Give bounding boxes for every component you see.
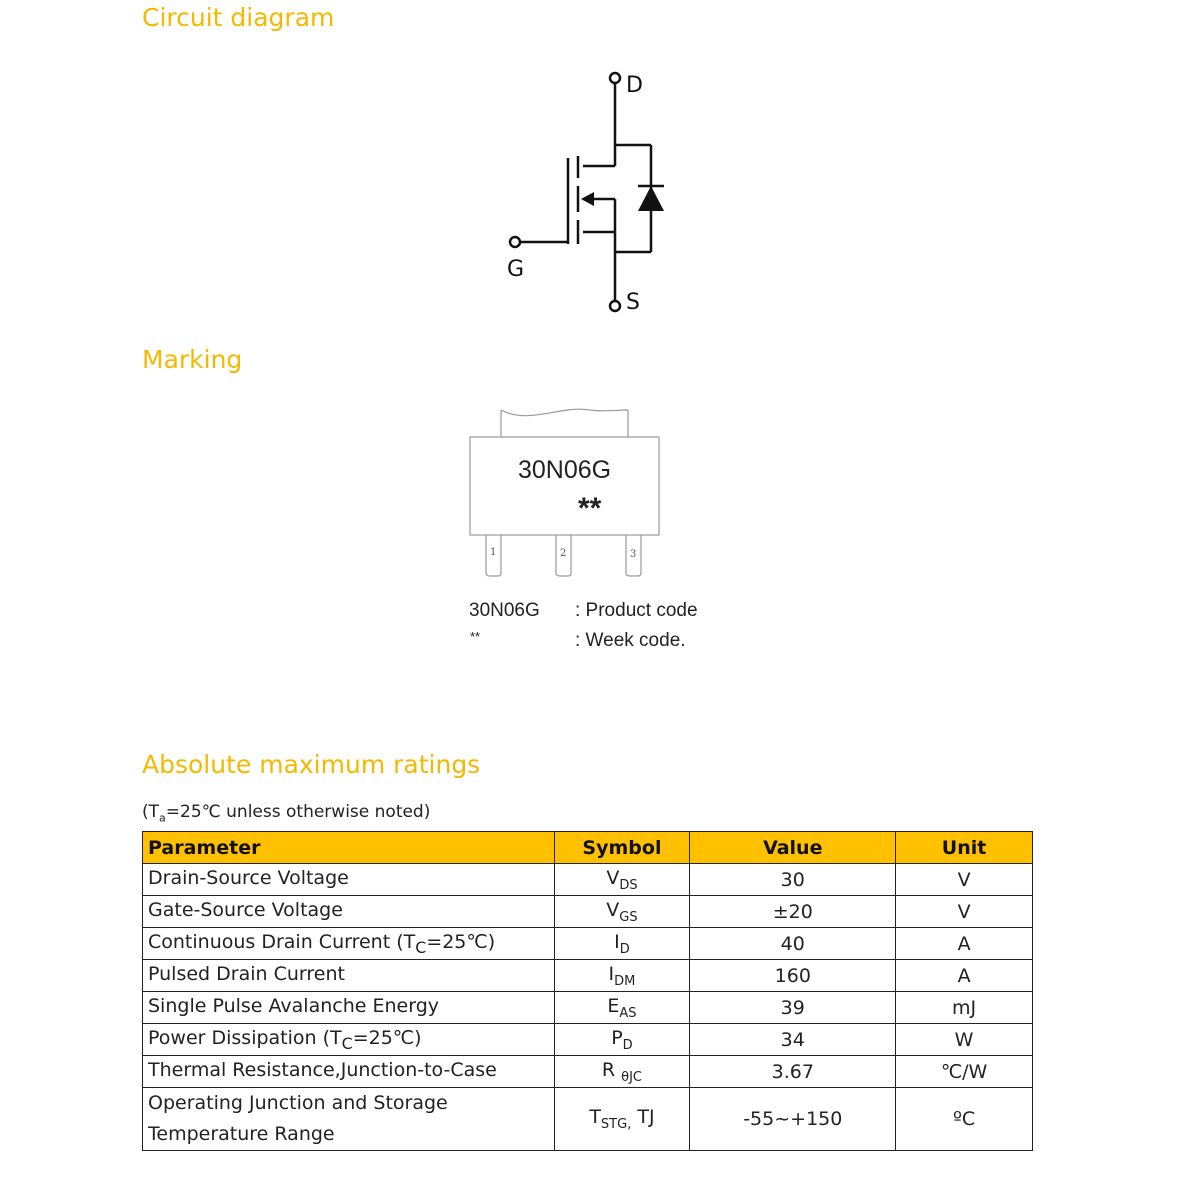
table-row — [143, 1024, 1033, 1056]
table-row — [143, 1056, 1033, 1088]
row-symbol: $I_{DM}$ — [554, 960, 690, 992]
row-symbol: $P_D$ — [554, 1024, 690, 1056]
header-value: Value — [690, 832, 896, 864]
mosfet-circuit-diagram — [500, 60, 680, 320]
row-parameter: Power Dissipation $(T_C=25℃)$ — [143, 1024, 555, 1056]
row-value: 39 — [690, 992, 896, 1024]
row-unit: mJ — [896, 992, 1033, 1024]
row-parameter: Drain-Source Voltage — [143, 864, 555, 896]
header-parameter: Parameter — [143, 832, 555, 864]
section-title-marking: Marking — [142, 345, 243, 374]
section-title-ratings: Absolute maximum ratings — [142, 750, 481, 779]
table-header-row — [143, 832, 1033, 864]
row-value: -55~+150 — [690, 1088, 896, 1151]
row-symbol: R $_{\theta JC}$ — [554, 1056, 690, 1088]
row-unit: ºC — [896, 1088, 1033, 1151]
chip-week-code: ** — [578, 492, 602, 525]
ratings-condition-note: ($T_a=25℃$ unless otherwise noted) — [142, 802, 431, 825]
table-row — [143, 1088, 1033, 1151]
row-symbol: $E_{AS}$ — [554, 992, 690, 1024]
legend-desc-week: : Week code. — [575, 630, 686, 651]
table-row — [143, 896, 1033, 928]
pin-number-2: 2 — [560, 548, 567, 559]
row-value: 3.67 — [690, 1056, 896, 1088]
row-parameter: Operating Junction and Storage Temperature Range — [143, 1088, 555, 1151]
pin-number-3: 3 — [630, 549, 637, 560]
row-unit: W — [896, 1024, 1033, 1056]
row-value: 160 — [690, 960, 896, 992]
row-symbol: $I_D$ — [554, 928, 690, 960]
absolute-maximum-ratings-table — [142, 831, 1033, 1151]
row-unit: A — [896, 928, 1033, 960]
row-symbol: $V_{GS}$ — [554, 896, 690, 928]
legend-key-week: ** — [470, 629, 481, 644]
row-value: ±20 — [690, 896, 896, 928]
row-parameter: Thermal Resistance,Junction-to-Case — [143, 1056, 555, 1088]
header-symbol: Symbol — [554, 832, 690, 864]
pin-number-1: 1 — [490, 547, 497, 558]
row-value: 34 — [690, 1024, 896, 1056]
legend-key-product: 30N06G — [469, 600, 540, 621]
table-row — [143, 864, 1033, 896]
row-symbol: $T_{STG,}$ TJ — [554, 1088, 690, 1151]
pin-label-drain: D — [626, 73, 643, 98]
row-value: 40 — [690, 928, 896, 960]
row-parameter: Single Pulse Avalanche Energy — [143, 992, 555, 1024]
row-parameter: Pulsed Drain Current — [143, 960, 555, 992]
table-row — [143, 960, 1033, 992]
package-marking-drawing — [460, 400, 680, 590]
table-row — [143, 928, 1033, 960]
row-unit: A — [896, 960, 1033, 992]
section-title-circuit: Circuit diagram — [142, 3, 335, 32]
row-value: 30 — [690, 864, 896, 896]
legend-desc-product: : Product code — [575, 600, 698, 621]
row-unit: V — [896, 864, 1033, 896]
header-unit: Unit — [896, 832, 1033, 864]
row-parameter: Continuous Drain Current $(T_C=25℃)$ — [143, 928, 555, 960]
row-unit: V — [896, 896, 1033, 928]
row-unit: ℃/W — [896, 1056, 1033, 1088]
pin-label-source: S — [626, 290, 640, 315]
table-row — [143, 992, 1033, 1024]
row-symbol: $V_{DS}$ — [554, 864, 690, 896]
pin-label-gate: G — [507, 257, 525, 282]
row-parameter: Gate-Source Voltage — [143, 896, 555, 928]
chip-product-code: 30N06G — [518, 456, 612, 484]
